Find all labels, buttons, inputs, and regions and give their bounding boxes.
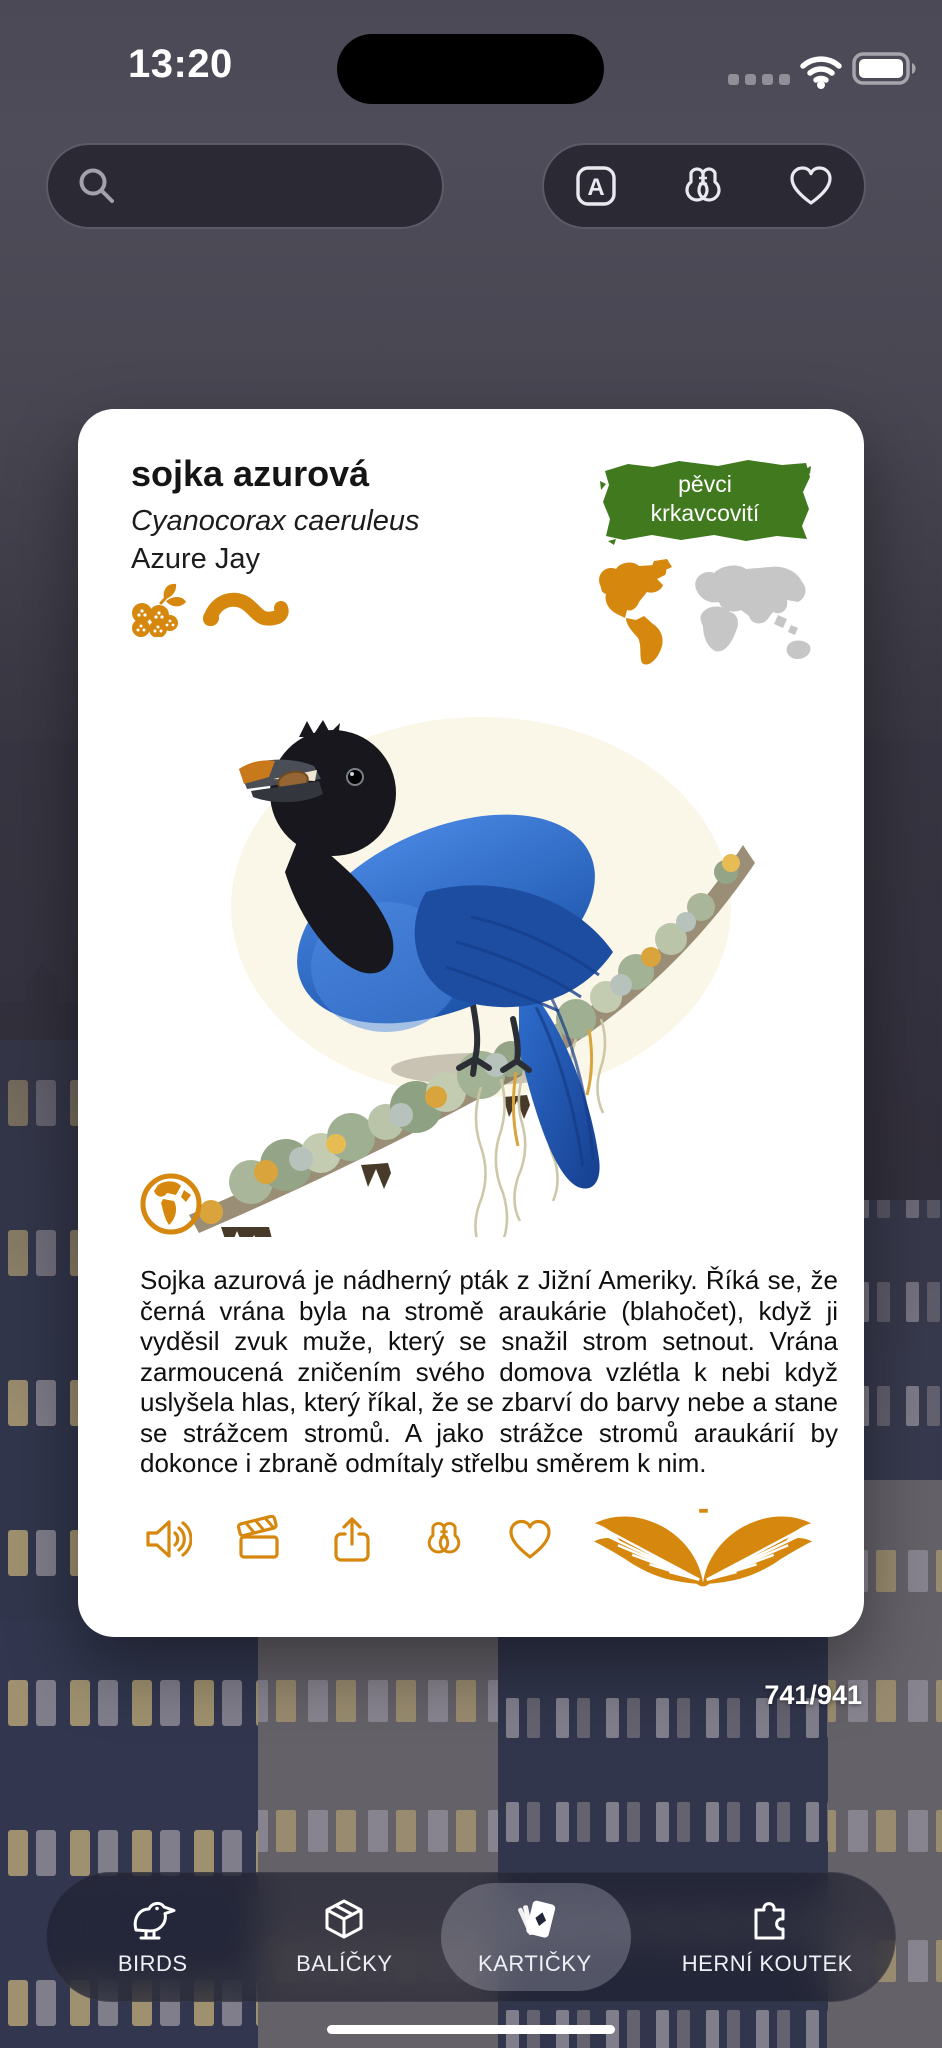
package-icon	[320, 1897, 368, 1943]
search-input[interactable]	[132, 169, 436, 203]
cellular-dot	[779, 74, 790, 85]
cellular-dot	[745, 74, 756, 85]
tab-birds[interactable]	[47, 1873, 259, 2001]
family-badge[interactable]	[596, 455, 814, 547]
card-counter: 741/941	[764, 1680, 862, 1710]
favorite-icon[interactable]	[506, 1515, 554, 1565]
cards-icon	[511, 1897, 559, 1943]
berries-icon	[128, 581, 188, 637]
tab-bar	[46, 1872, 896, 2002]
tab-label: BALÍČKY	[296, 1951, 393, 1976]
home-indicator[interactable]	[327, 2025, 615, 2034]
worm-icon	[200, 589, 290, 637]
tab-karticky[interactable]	[430, 1873, 640, 2001]
binoculars-icon[interactable]	[420, 1515, 468, 1565]
share-icon[interactable]	[328, 1515, 376, 1565]
bird-name-latin: Cyanocorax caeruleus	[131, 505, 420, 537]
puzzle-icon	[743, 1897, 791, 1943]
badge-line-1: pěvci	[678, 471, 732, 497]
tab-label: HERNÍ KOUTEK	[681, 1951, 853, 1976]
top-toolbar	[542, 143, 866, 229]
binoculars-icon[interactable]	[677, 163, 729, 209]
bird-description: Sojka azurová je nádherný pták z Jižní Ameriky. Říká se, že černá vrána byla na stromě araukárie (blahočet), když ji vyděsil zvuk muže, který se snažil strom setnout. Vrána zarmoucená zničením svého domova vzlétla k nebi když uslyšela hlas, který říkal, že se zbarví do barvy nebe a stane se strážcem stromů. A jako strážce stromů araukárií by dokonce i zbraně odmítaly střelbu směrem k nim.	[140, 1265, 838, 1478]
battery-icon	[852, 52, 918, 86]
svg-text:A: A	[587, 174, 605, 201]
search-icon	[76, 165, 118, 207]
cellular-dot	[728, 74, 739, 85]
range-map	[590, 557, 818, 675]
wifi-icon	[797, 52, 845, 90]
tab-label: BIRDS	[117, 1951, 188, 1976]
tab-herni-koutek[interactable]	[640, 1873, 895, 2001]
tab-label: KARTIČKY	[478, 1951, 592, 1976]
cellular-dot	[762, 74, 773, 85]
bird-name-czech: sojka azurová	[131, 453, 370, 494]
bird-card	[78, 409, 864, 1637]
tab-balicky[interactable]	[259, 1873, 431, 2001]
bird-icon	[128, 1897, 178, 1943]
wings-logo	[593, 1507, 813, 1593]
search-bar[interactable]	[46, 143, 444, 229]
dynamic-island	[337, 34, 604, 104]
status-time: 13:20	[128, 42, 233, 86]
bird-name-english: Azure Jay	[131, 543, 260, 575]
sound-icon[interactable]	[144, 1515, 192, 1565]
badge-line-2: krkavcovití	[650, 500, 760, 526]
favorite-icon[interactable]	[787, 164, 835, 208]
video-icon[interactable]	[236, 1515, 284, 1565]
globe-icon[interactable]	[138, 1171, 204, 1237]
bird-illustration	[181, 667, 761, 1237]
translate-icon[interactable]	[573, 163, 619, 209]
